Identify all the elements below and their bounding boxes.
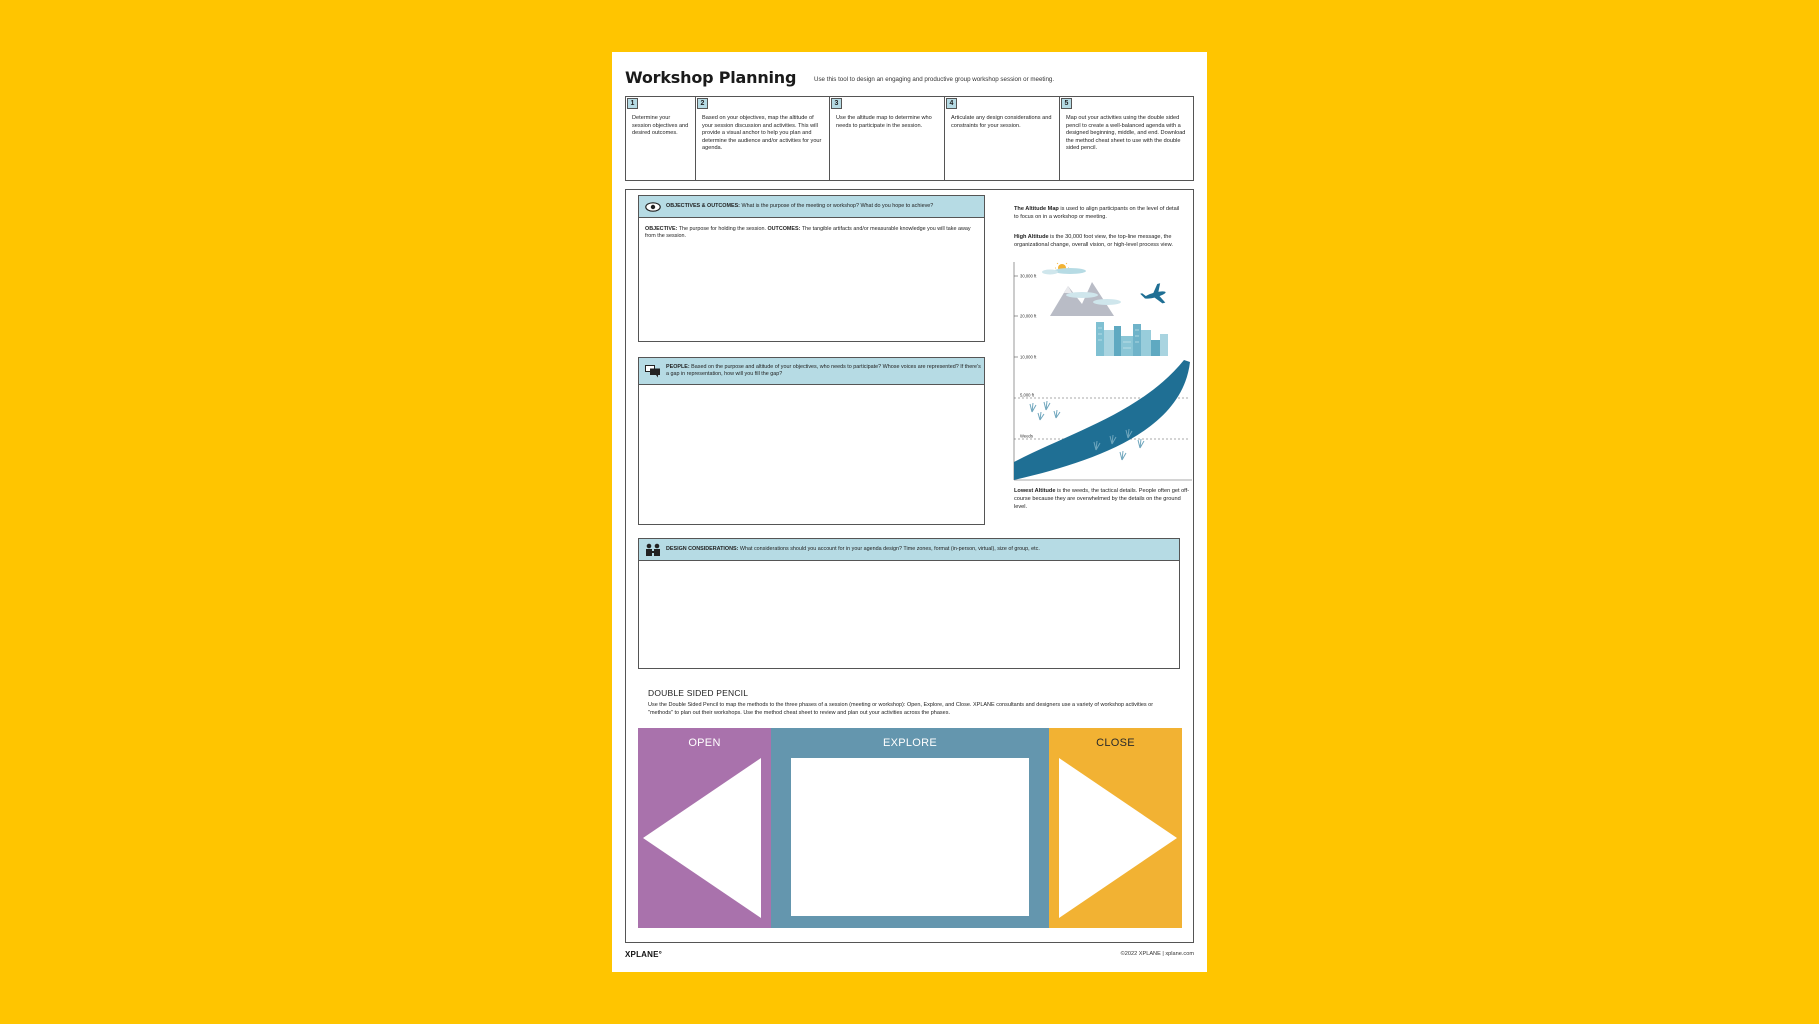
open-label: OPEN	[688, 737, 721, 749]
altitude-low-text: Lowest Altitude is the weeds, the tactical details. People often get off-course because they are overwhelmed by the details on the ground level.	[1014, 488, 1190, 510]
objectives-label: OBJECTIVES & OUTCOMES:	[666, 202, 740, 209]
step-text: Based on your objectives, map the altitude of your session discussion and activities. This will provide a visual anchor to help you plan and determine the audience and/or activities for your agenda.	[702, 115, 822, 152]
altitude-map	[1012, 262, 1192, 482]
close-arrow	[1059, 758, 1177, 918]
step-text: Determine your session objectives and desired outcomes.	[632, 115, 689, 137]
page-title: Workshop Planning	[625, 68, 797, 87]
people-box[interactable]	[638, 357, 985, 525]
airplane-icon	[1139, 282, 1168, 308]
objectives-question: What is the purpose of the meeting or workshop? What do you hope to achieve?	[741, 202, 934, 209]
design-considerations-box[interactable]	[638, 538, 1180, 669]
open-arrow	[643, 758, 761, 918]
explore-area[interactable]	[791, 758, 1029, 916]
tick-label: 30,000 ft	[1020, 273, 1037, 279]
step-5	[1060, 97, 1193, 180]
city-icon	[1096, 322, 1168, 356]
explore-phase[interactable]	[771, 728, 1049, 928]
step-text: Use the altitude map to determine who needs to participate in the session.	[836, 115, 932, 129]
step-1	[626, 97, 696, 180]
pencil-description: Use the Double Sided Pencil to map the methods to the three phases of a session (meeting or workshop): Open, Explore, and Close. XPLANE consultants and designers use a variety of workshop activities or "methods" to plan out their workshops. Use the method cheat sheet to review and plan out your activities across the phases.	[648, 702, 1154, 716]
objectives-header	[639, 196, 984, 218]
worksheet-page	[612, 52, 1207, 972]
step-4	[945, 97, 1060, 180]
people-header	[639, 358, 984, 385]
people-question: Based on the purpose and altitude of your objectives, who needs to participate? Whose voices are represented? If there's a gap in representation, how will you fill the gap?	[666, 363, 981, 377]
steps-row	[625, 96, 1194, 181]
xplane-logo: XPLANE°	[625, 950, 663, 959]
step-number: 4	[946, 98, 957, 109]
copyright: ©2022 XPLANE | xplane.com	[1120, 951, 1194, 957]
page-subtitle: Use this tool to design an engaging and productive group workshop session or meeting.	[814, 76, 1055, 83]
design-question: What considerations should you account for in your agenda design? Time zones, format (in-person, virtual), size of group, etc.	[739, 545, 1040, 552]
altitude-high-text: High Altitude is the 30,000 foot view, the top-line message, the organizational change, overall vision, or high-level process view.	[1014, 234, 1173, 248]
tick-label: 5,000 ft	[1020, 392, 1034, 398]
step-text: Articulate any design considerations and constraints for your session.	[951, 115, 1052, 129]
close-phase[interactable]	[1049, 728, 1182, 928]
step-number: 5	[1061, 98, 1072, 109]
design-label: DESIGN CONSIDERATIONS:	[666, 545, 739, 552]
step-number: 3	[831, 98, 842, 109]
tick-label: 10,000 ft	[1020, 354, 1037, 360]
close-label: CLOSE	[1096, 737, 1135, 749]
step-text: Map out your activities using the double sided pencil to create a well-balanced agenda with a designed beginning, middle, and end. Download the method cheat sheet to use with the double sided pencil.	[1066, 115, 1186, 152]
main-panel	[625, 189, 1194, 943]
design-considerations-header	[639, 539, 1179, 561]
tick-label: Weeds	[1020, 433, 1033, 439]
people-icon	[644, 543, 662, 557]
tick-label: 20,000 ft	[1020, 313, 1037, 319]
step-2	[696, 97, 830, 180]
objectives-box[interactable]	[638, 195, 985, 342]
step-number: 2	[697, 98, 708, 109]
objectives-guidance: OBJECTIVE: The purpose for holding the session. OUTCOMES: The tangible artifacts and/or measurable knowledge you will take away from the session.	[645, 226, 971, 240]
mountain-icon	[1050, 282, 1121, 316]
step-3	[830, 97, 945, 180]
people-label: PEOPLE:	[666, 363, 690, 370]
explore-label: EXPLORE	[882, 737, 938, 749]
eye-icon	[644, 200, 662, 214]
speech-bubble-icon	[644, 364, 662, 378]
altitude-intro: The Altitude Map is used to align participants on the level of detail to focus on in a workshop or meeting.	[1014, 206, 1180, 220]
pencil-title: DOUBLE SIDED PENCIL	[648, 688, 749, 698]
step-number: 1	[627, 98, 638, 109]
open-phase[interactable]	[638, 728, 771, 928]
